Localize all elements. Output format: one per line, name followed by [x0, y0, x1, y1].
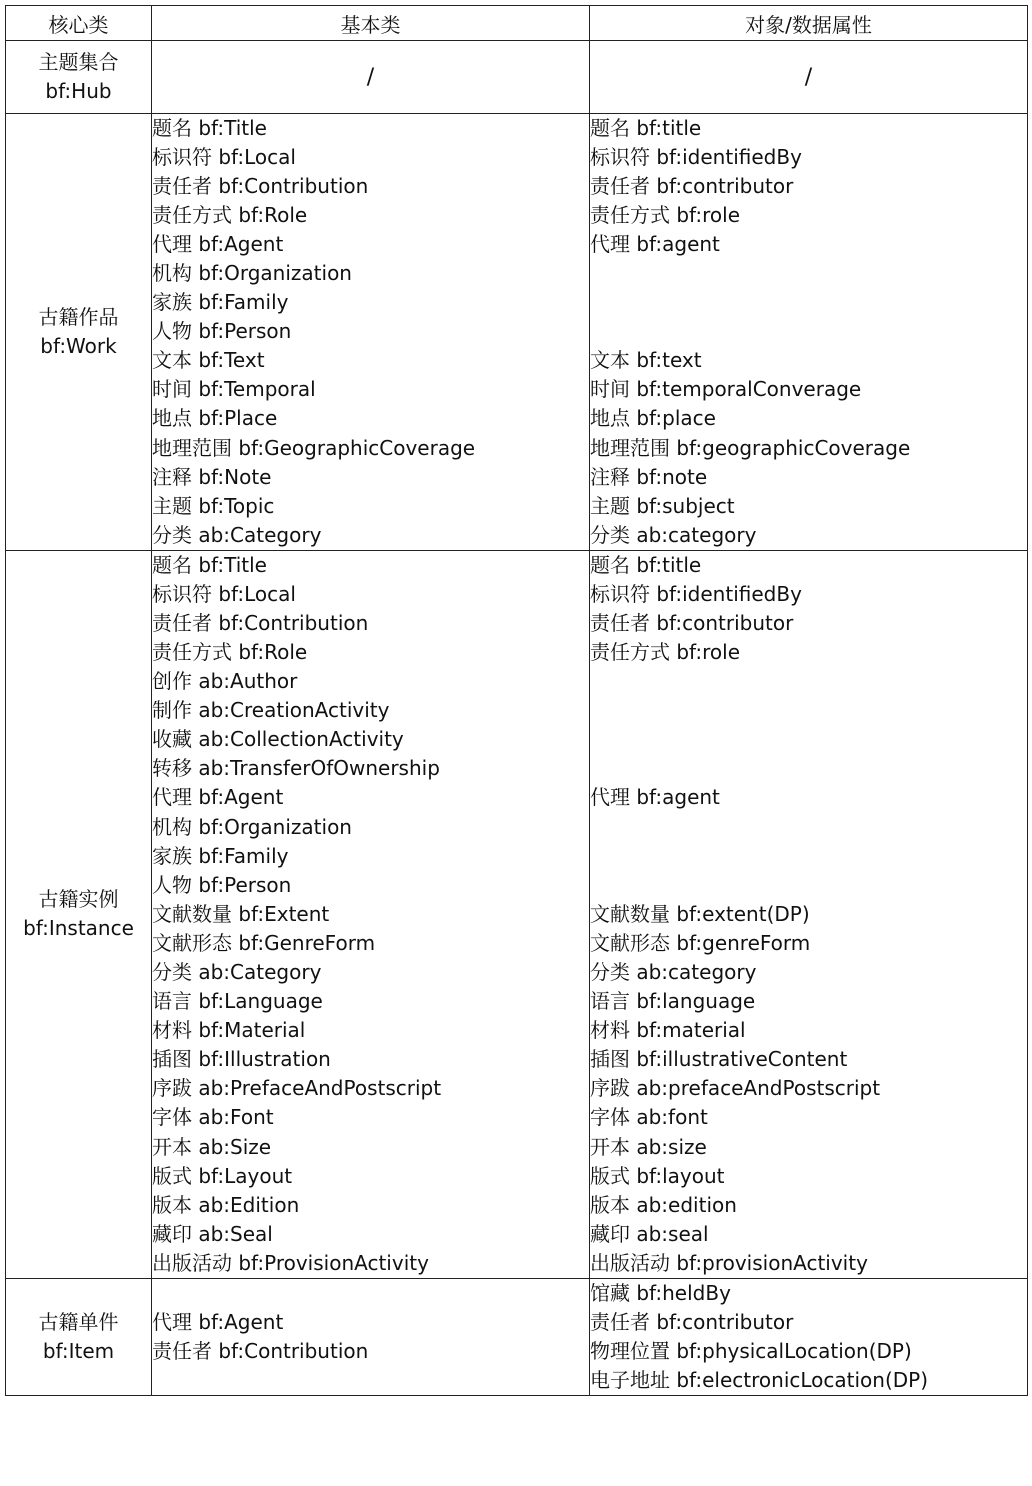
basic-class-item: 人物 bf:Person	[152, 319, 292, 344]
basic-class-item: 文本 bf:Text	[152, 348, 265, 373]
basic-class-item: 分类 ab:Category	[152, 522, 322, 547]
property-item: 材料 bf:material	[590, 1018, 746, 1043]
property-item: 版本 ab:edition	[590, 1192, 737, 1217]
basic-class-item: 语言 bf:Language	[152, 989, 323, 1014]
property-item: 注释 bf:note	[590, 464, 708, 489]
property-item: 藏印 ab:seal	[590, 1221, 709, 1246]
property-item: 插图 bf:illustrativeContent	[590, 1047, 848, 1072]
core-class-name: 主题集合	[38, 50, 119, 74]
core-class-name: 古籍作品	[38, 304, 119, 329]
ontology-mapping-table	[5, 5, 1028, 1396]
basic-class-item: 时间 bf:Temporal	[152, 377, 316, 402]
property-item: 标识符 bf:identifiedBy	[590, 581, 802, 606]
row-instance	[6, 550, 1028, 1278]
basic-class-item: 文献数量 bf:Extent	[152, 901, 330, 926]
basic-class-item: 标识符 bf:Local	[152, 581, 296, 606]
property-item: 出版活动 bf:provisionActivity	[590, 1250, 868, 1275]
property-item: 题名 bf:title	[590, 552, 702, 577]
basic-class-item: 责任方式 bf:Role	[152, 203, 308, 228]
basic-class-item: 创作 ab:Author	[152, 669, 298, 694]
basic-class-item: 藏印 ab:Seal	[152, 1221, 273, 1246]
property-item: 开本 ab:size	[590, 1134, 707, 1159]
property-item: 电子地址 bf:electronicLocation(DP)	[590, 1368, 929, 1393]
property-item: 题名 bf:title	[590, 116, 702, 140]
property-item: 文献形态 bf:genreForm	[590, 930, 811, 955]
basic-class-item: 序跋 ab:PrefaceAndPostscript	[152, 1076, 442, 1101]
core-class-uri: bf:Work	[40, 333, 117, 358]
header-row	[6, 6, 1028, 41]
core-class-uri: bf:Item	[42, 1339, 115, 1364]
basic-class-item: 字体 ab:Font	[152, 1105, 274, 1130]
property-item	[590, 754, 1027, 783]
property-item	[590, 259, 1027, 288]
property-item	[590, 813, 1027, 842]
basic-class-item: 转移 ab:TransferOfOwnership	[152, 756, 440, 781]
basic-class-item: 责任方式 bf:Role	[152, 639, 308, 664]
core-class-name: 古籍实例	[38, 887, 119, 912]
property-item: 责任者 bf:contributor	[590, 1310, 794, 1335]
basic-class-item: 出版活动 bf:ProvisionActivity	[152, 1250, 429, 1275]
property-item	[590, 667, 1027, 696]
basic-class-item: 地理范围 bf:GeographicCoverage	[152, 435, 476, 460]
basic-class-item: 家族 bf:Family	[152, 843, 289, 868]
basic-class-item: 分类 ab:Category	[152, 960, 322, 985]
property-item: 时间 bf:temporalConverage	[590, 377, 862, 402]
row-item	[6, 1279, 1028, 1396]
basic-class-item: 制作 ab:CreationActivity	[152, 698, 390, 723]
property-item: 馆藏 bf:heldBy	[590, 1281, 731, 1306]
property-item: 分类 ab:category	[590, 960, 757, 985]
core-class-cell	[6, 41, 152, 114]
basic-class-item: 机构 bf:Organization	[152, 261, 352, 286]
basic-class-item: 版本 ab:Edition	[152, 1192, 300, 1217]
property-item: 代理 bf:agent	[590, 785, 720, 810]
property-item	[590, 696, 1027, 725]
basic-class-item: 家族 bf:Family	[152, 290, 289, 315]
core-class-name: 古籍单件	[38, 1310, 119, 1335]
basic-class-item: 题名 bf:Title	[152, 552, 267, 577]
property-item	[590, 288, 1027, 317]
basic-class-cell	[152, 550, 590, 1278]
property-cell	[590, 1279, 1028, 1396]
basic-class-cell	[152, 114, 590, 551]
property-item: 地理范围 bf:geographicCoverage	[590, 435, 911, 460]
property-item: 版式 bf:layout	[590, 1163, 725, 1188]
basic-class-item: 代理 bf:Agent	[152, 232, 284, 257]
property-item: 地点 bf:place	[590, 406, 716, 431]
basic-class-cell: /	[152, 41, 590, 114]
core-class-cell	[6, 1279, 152, 1396]
property-item: 主题 bf:subject	[590, 493, 735, 518]
basic-class-item: 开本 ab:Size	[152, 1134, 272, 1159]
property-item	[590, 842, 1027, 871]
header-object-data-property: 对象/数据属性	[590, 6, 1028, 41]
property-item: 物理位置 bf:physicalLocation(DP)	[590, 1339, 912, 1364]
property-item	[590, 871, 1027, 900]
basic-class-cell	[152, 1279, 590, 1396]
property-item	[590, 317, 1027, 346]
property-cell: /	[590, 41, 1028, 114]
basic-class-item: 责任者 bf:Contribution	[152, 1339, 369, 1364]
property-item: 责任者 bf:contributor	[590, 610, 794, 635]
property-cell	[590, 114, 1028, 551]
basic-class-item: 责任者 bf:Contribution	[152, 610, 369, 635]
property-item: 语言 bf:language	[590, 989, 756, 1014]
row-hub	[6, 41, 1028, 114]
property-item: 责任者 bf:contributor	[590, 174, 794, 199]
header-core-class: 核心类	[6, 6, 152, 41]
basic-class-item: 材料 bf:Material	[152, 1018, 306, 1043]
basic-class-item: 人物 bf:Person	[152, 872, 292, 897]
header-basic-class: 基本类	[152, 6, 590, 41]
property-item: 代理 bf:agent	[590, 232, 720, 257]
basic-class-item: 标识符 bf:Local	[152, 145, 296, 170]
property-item: 标识符 bf:identifiedBy	[590, 145, 802, 170]
basic-class-item: 责任者 bf:Contribution	[152, 174, 369, 199]
property-item: 文本 bf:text	[590, 348, 702, 373]
basic-class-item: 代理 bf:Agent	[152, 1310, 284, 1335]
core-class-uri: bf:Hub	[45, 79, 112, 103]
property-item: 文献数量 bf:extent(DP)	[590, 901, 810, 926]
property-item: 责任方式 bf:role	[590, 203, 740, 228]
row-work	[6, 114, 1028, 551]
property-item: 字体 ab:font	[590, 1105, 708, 1130]
basic-class-item: 文献形态 bf:GenreForm	[152, 930, 376, 955]
basic-class-item: 地点 bf:Place	[152, 406, 278, 431]
basic-class-item: 机构 bf:Organization	[152, 814, 352, 839]
basic-class-item: 插图 bf:Illustration	[152, 1047, 331, 1072]
basic-class-item: 注释 bf:Note	[152, 464, 272, 489]
basic-class-item: 题名 bf:Title	[152, 116, 267, 140]
property-cell	[590, 550, 1028, 1278]
basic-class-item: 收藏 ab:CollectionActivity	[152, 727, 404, 752]
property-item	[590, 725, 1027, 754]
basic-class-item: 代理 bf:Agent	[152, 785, 284, 810]
core-class-cell	[6, 114, 152, 551]
basic-class-item: 版式 bf:Layout	[152, 1163, 293, 1188]
core-class-cell	[6, 550, 152, 1278]
basic-class-item: 主题 bf:Topic	[152, 493, 275, 518]
property-item: 序跋 ab:prefaceAndPostscript	[590, 1076, 881, 1101]
property-item: 分类 ab:category	[590, 522, 757, 547]
property-item: 责任方式 bf:role	[590, 639, 740, 664]
core-class-uri: bf:Instance	[23, 916, 134, 941]
